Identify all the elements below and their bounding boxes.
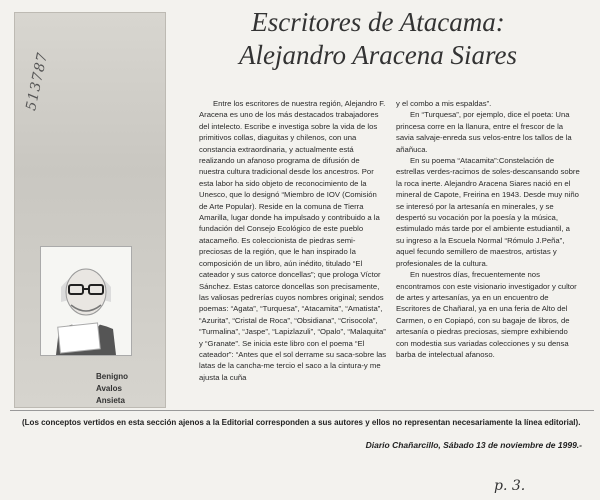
- caption-line-1: Benigno: [96, 372, 128, 381]
- page-title: [168, 6, 588, 72]
- article-column-1: [199, 98, 387, 383]
- divider: [10, 410, 594, 411]
- handwritten-note: [15, 0, 118, 113]
- author-photo: [40, 246, 132, 356]
- title-line-1: Escritores de Atacama:: [251, 7, 505, 37]
- source-citation: Diario Chañarcillo, Sábado 13 de noviembre de 1999.-: [365, 440, 582, 450]
- handwritten-note-text: 513787: [23, 50, 52, 113]
- caption-line-2: Avalos: [96, 384, 122, 393]
- article-column-2: [396, 98, 580, 360]
- photo-caption: [96, 371, 156, 407]
- paragraph: Entre los escritores de nuestra región, Alejandro F. Aracena es uno de los más destacados trabajadores del intelecto. Escribe e investiga sobre la vida de los primitivos collas, diaguitas y chilenos, con una constancia extraordinaria, y actualmente está realizando un afanoso programa de difusión de nuestra cultura tradicional desde los ancestros. Por esta labor ha sido objeto de reconocimiento de la Unesco, que lo designó “Miembro de IOV (Comisión de Arte Popular). Reside en la comuna de Tierra Amarilla, lugar donde ha impulsado y contribuido a la fundación del Consejo Ecológico de este pueblo atacameño. Es coleccionista de piedras semi-preciosas de la región, que le han inspirado la composición de un libro, aún inédito, titulado “El cateador y sus catorce doncellas”; que prologa Víctor Sánchez. Estas catorce doncellas son precisamente, las valiosas pedrerías cuyos nombres original; sendos poemas: “Agata”, “Turquesa”, “Atacamita”, “Amatista”, “Azurita”, “Cristal de Roca”, “Obsidiana”, “Crisocola”, “Turmalina”, “Jaspe”, “Lapizlazuli”, “Opalo”, “Malaquita” y “Granate”. Se inicia este libro con el poema “El cateador”: “Antes que el sol derrame su saca-sobre las latas de la cancha-me tercio el saco a la cintura-y me ajusta la cuña: [199, 99, 387, 382]
- paragraph: En nuestros días, frecuentemente nos encontramos con este visionario investigador y cultor de artes y artesanías, ya en un encuentro de Escritores de Chañaral, ya en una feria de Alto del Carmen, o en Copiapó, con su bagaje de libros, de artesanía o piedras preciosas, siempre exhibiendo con modestia sus variadas colecciones y su densa barba de intelectual afanoso.: [396, 270, 577, 359]
- page-number: p. 3.: [494, 478, 526, 494]
- paragraph: En “Turquesa”, por ejemplo, dice el poeta: Una princesa corre en la llanura, entre el frescor de la savia salvaje-enreda sus velos-entre los tallos de la añañuca.: [396, 110, 572, 154]
- paragraph: y el combo a mis espaldas”.: [396, 99, 492, 108]
- editorial-disclaimer: (Los conceptos vertidos en esta sección ajenos a la Editorial corresponden a sus autores y ellos no representan necesariamente la línea editorial).: [22, 418, 581, 427]
- title-line-2: Alejandro Aracena Siares: [239, 40, 517, 70]
- paragraph: En su poema “Atacamita”:Constelación de estrellas verdes-racimos de soles-descansando sobre la roca inerte. Alejandro Aracena Siares nació en el mineral de Capote, Freirina en 1943. Desde muy niño se interesó por la artesanía en minerales, y se despertó su vocación por la poesía y la música, estimulado más tarde por el ambiente estudiantil, a su ingreso a la Escuela Normal “Rómulo J.Peña”, aquel fecundo semillero de maestros, artistas y profesionales de la cultura.: [396, 156, 580, 268]
- portrait-illustration: [41, 247, 131, 355]
- caption-line-3: Ansieta: [96, 396, 125, 405]
